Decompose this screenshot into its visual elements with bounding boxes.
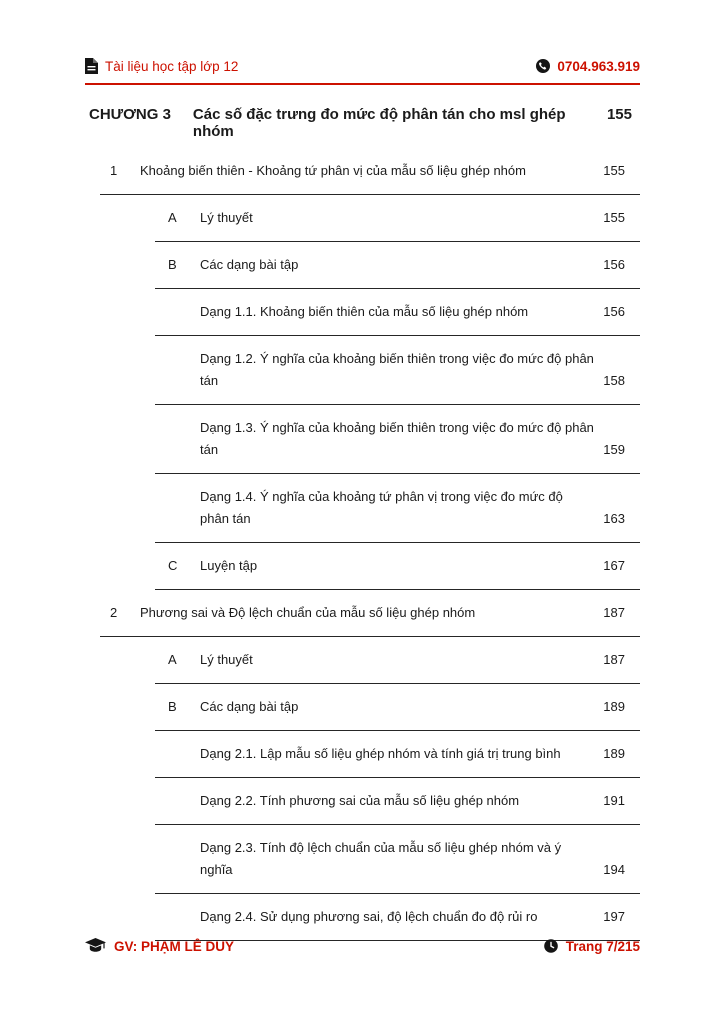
toc-entry-page: 189 [603, 746, 625, 761]
toc-entry-page: 163 [603, 511, 625, 526]
footer-page-indicator: Trang 7/215 [565, 938, 640, 954]
toc-entry-number: C [168, 558, 178, 573]
toc-entry-title: Dạng 2.2. Tính phương sai của mẫu số liệu ghép nhóm [200, 793, 520, 808]
chapter-page-number: 155 [606, 106, 632, 123]
toc-entry-page: 194 [603, 862, 625, 877]
toc-entry-page: 187 [603, 652, 625, 667]
toc-entry-title: Luyện tập [200, 558, 258, 573]
chapter-heading[interactable] [85, 100, 640, 140]
clock-icon [544, 939, 558, 953]
toc-entry-title: Các dạng bài tập [200, 257, 299, 272]
toc-entry-title: Khoảng biến thiên - Khoảng tứ phân vị của mẫu số liệu ghép nhóm [140, 163, 526, 178]
toc-entry[interactable] [155, 778, 640, 825]
toc-entry[interactable] [100, 148, 640, 195]
toc-entry[interactable] [155, 825, 640, 894]
toc-entry-page: 189 [603, 699, 625, 714]
toc-entry-title: Dạng 2.4. Sử dụng phương sai, độ lệch chuẩn đo độ rủi ro [200, 909, 538, 924]
toc-entry[interactable] [155, 637, 640, 684]
toc-entry-page: 155 [603, 163, 625, 178]
toc-entry[interactable] [155, 405, 640, 474]
toc-entry[interactable] [155, 336, 640, 405]
toc-entry-title: Dạng 1.4. Ý nghĩa của khoảng tứ phân vị trong việc đo mức độ phân tán [200, 489, 563, 526]
toc-entry-number: B [168, 699, 177, 714]
footer-left-group [85, 938, 234, 954]
toc-entry-title: Các dạng bài tập [200, 699, 299, 714]
toc-entry-number: A [168, 652, 177, 667]
toc-entry[interactable] [155, 195, 640, 242]
header-phone-number[interactable]: 0704.963.919 [557, 58, 640, 74]
toc-entry[interactable] [155, 474, 640, 543]
graduation-cap-icon [85, 938, 106, 954]
toc-entry-page: 159 [603, 442, 625, 457]
toc-entry[interactable] [155, 731, 640, 778]
page-footer [85, 938, 640, 954]
toc-entry-page: 156 [603, 304, 625, 319]
toc-entry-title: Dạng 2.1. Lập mẫu số liệu ghép nhóm và tính giá trị trung bình [200, 746, 561, 761]
toc-entry[interactable] [155, 543, 640, 590]
toc-entry-number: 1 [110, 163, 118, 178]
toc-entry[interactable] [100, 590, 640, 637]
toc-entry-title: Dạng 1.3. Ý nghĩa của khoảng biến thiên trong việc đo mức độ phân tán [200, 420, 594, 457]
document-icon [85, 58, 98, 74]
page-header [85, 58, 640, 85]
chapter-label: CHƯƠNG 3 [89, 106, 171, 123]
toc-entry-number: A [168, 210, 177, 225]
toc-entry-page: 191 [603, 793, 625, 808]
header-left-group [85, 58, 238, 74]
toc-entry[interactable] [155, 894, 640, 941]
toc-entries [85, 148, 640, 941]
toc-entry-title: Phương sai và Độ lệch chuẩn của mẫu số liệu ghép nhóm [140, 605, 476, 620]
toc-entry-number: 2 [110, 605, 118, 620]
footer-teacher-name: GV: PHẠM LÊ DUY [114, 938, 235, 954]
toc-entry[interactable] [155, 684, 640, 731]
table-of-contents [85, 100, 640, 941]
toc-entry-title: Dạng 1.2. Ý nghĩa của khoảng biến thiên trong việc đo mức độ phân tán [200, 351, 594, 388]
toc-entry-page: 197 [603, 909, 625, 924]
toc-entry-page: 155 [603, 210, 625, 225]
toc-entry-title: Lý thuyết [200, 210, 253, 225]
toc-entry-title: Lý thuyết [200, 652, 253, 667]
toc-entry-title: Dạng 1.1. Khoảng biến thiên của mẫu số liệu ghép nhóm [200, 304, 529, 319]
toc-entry-page: 156 [603, 257, 625, 272]
phone-icon [536, 59, 550, 73]
footer-right-group [544, 939, 640, 954]
header-title: Tài liệu học tập lớp 12 [105, 58, 239, 74]
toc-entry-page: 167 [603, 558, 625, 573]
toc-entry-page: 158 [603, 373, 625, 388]
toc-entry-number: B [168, 257, 177, 272]
toc-entry[interactable] [155, 289, 640, 336]
toc-entry-title: Dạng 2.3. Tính độ lệch chuẩn của mẫu số liệu ghép nhóm và ý nghĩa [200, 840, 562, 877]
chapter-title: Các số đặc trưng đo mức độ phân tán cho msl ghép nhóm [192, 106, 566, 140]
toc-entry[interactable] [155, 242, 640, 289]
header-right-group [536, 59, 640, 74]
toc-entry-page: 187 [603, 605, 625, 620]
